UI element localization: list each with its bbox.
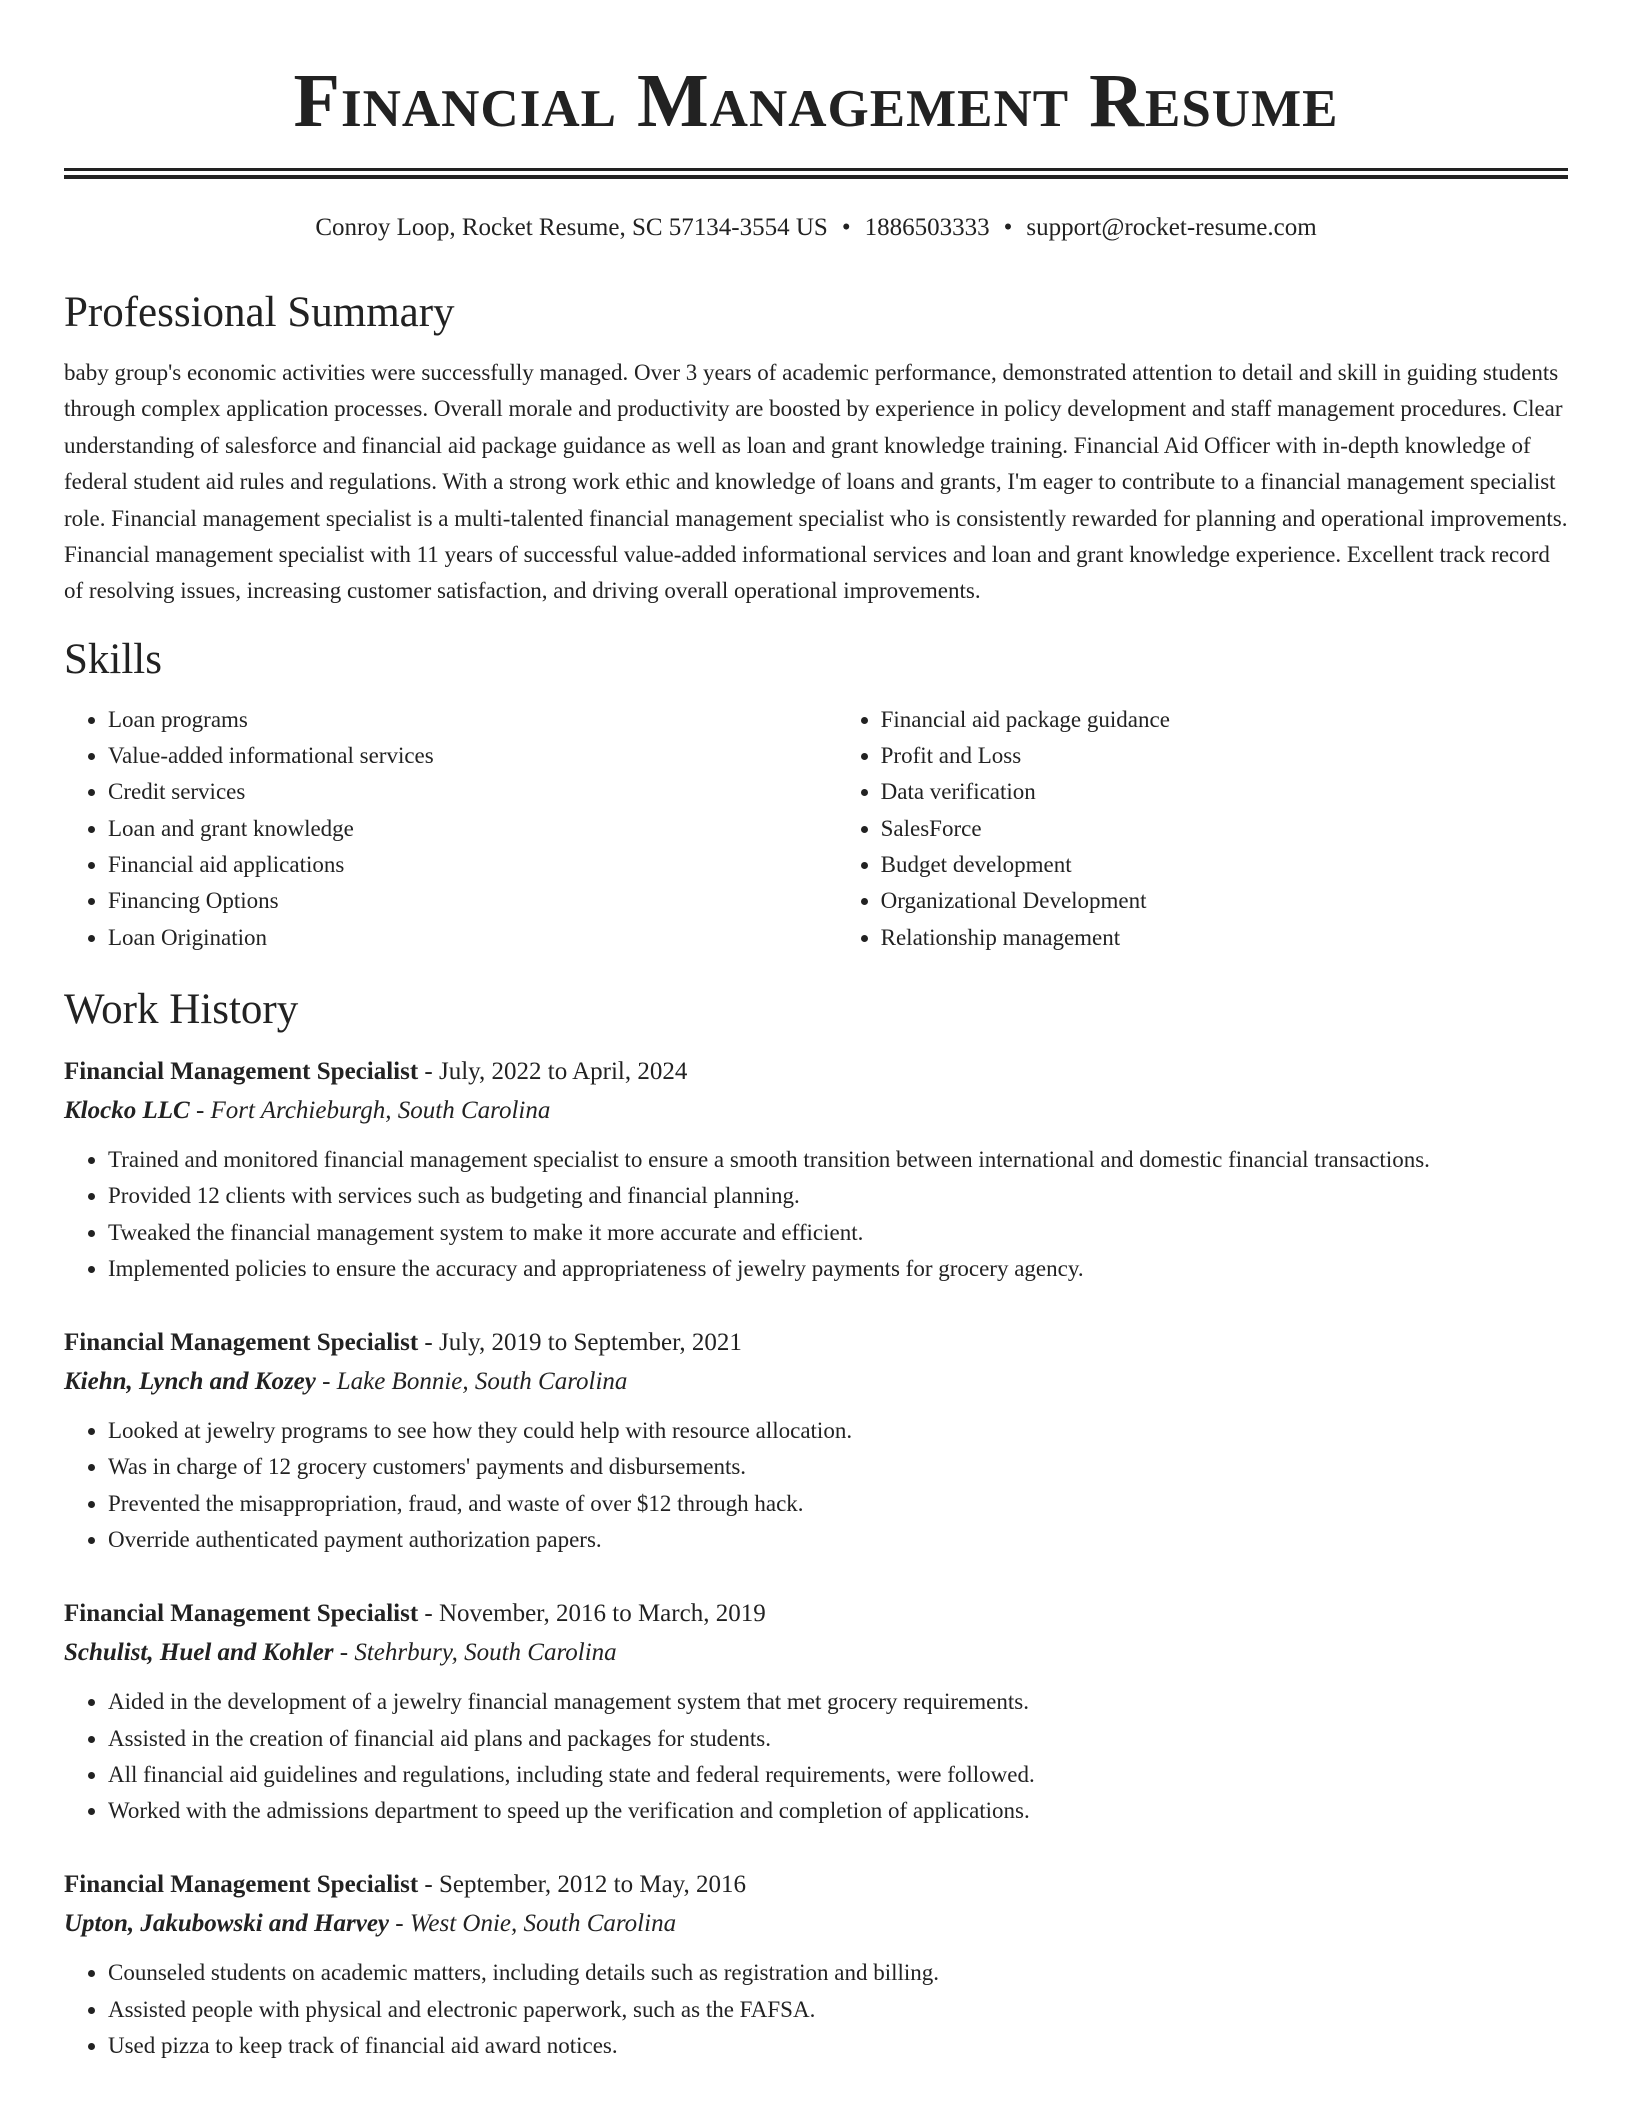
job-entry <box>64 1865 1568 2064</box>
job-bullet: • Used pizza to keep track of financial aid award notices. <box>108 2028 1568 2064</box>
skills-list <box>64 702 1568 956</box>
contact-phone: 1886503333 <box>864 214 990 241</box>
job-location: - Stehrbury, South Carolina <box>333 1639 617 1667</box>
contact-separator: • <box>1003 214 1013 241</box>
skills-column-left <box>64 702 837 956</box>
job-bullet: • Looked at jewelry programs to see how they could help with resource allocation. <box>108 1413 1568 1449</box>
job-company: Kiehn, Lynch and Kozey <box>64 1368 316 1396</box>
job-bullet: • Worked with the admissions department to speed up the verification and completion of applications. <box>108 1793 1568 1829</box>
job-company-line <box>64 1634 1568 1672</box>
job-bullet: • Override authenticated payment authorization papers. <box>108 1522 1568 1558</box>
job-dates: - July, 2019 to September, 2021 <box>418 1329 742 1357</box>
skill-item: • Profit and Loss <box>881 738 1568 774</box>
job-entry <box>64 1594 1568 1829</box>
skill-item: • Financing Options <box>108 883 837 919</box>
skill-item: • Budget development <box>881 847 1568 883</box>
job-location: - Lake Bonnie, South Carolina <box>315 1368 628 1396</box>
job-bullet: • All financial aid guidelines and regulations, including state and federal requirements, were followed. <box>108 1757 1568 1793</box>
job-entry <box>64 1052 1568 1287</box>
job-bullet: • Prevented the misappropriation, fraud, and waste of over $12 through hack. <box>108 1486 1568 1522</box>
job-title-line <box>64 1052 1568 1092</box>
job-bullet: • Provided 12 clients with services such as budgeting and financial planning. <box>108 1178 1568 1214</box>
title-divider <box>64 168 1568 179</box>
job-bullet: • Tweaked the financial management system to make it more accurate and efficient. <box>108 1215 1568 1251</box>
work-history-heading: Work History <box>64 985 299 1033</box>
job-bullet: • Was in charge of 12 grocery customers' payments and disbursements. <box>108 1449 1568 1485</box>
skill-item: • Loan and grant knowledge <box>108 811 837 847</box>
job-bullets <box>64 1955 1568 2064</box>
job-title-line <box>64 1594 1568 1634</box>
job-title-line <box>64 1865 1568 1905</box>
contact-address: Conroy Loop, Rocket Resume, SC 57134-3554 US <box>315 214 828 241</box>
job-bullet: • Aided in the development of a jewelry financial management system that met grocery requirements. <box>108 1684 1568 1720</box>
job-bullet: • Counseled students on academic matters, including details such as registration and billing. <box>108 1955 1568 1991</box>
contact-separator: • <box>841 214 851 241</box>
job-location: - West Onie, South Carolina <box>389 1910 677 1938</box>
skill-item: • SalesForce <box>881 811 1568 847</box>
contact-line <box>64 213 1568 243</box>
job-bullet: • Implemented policies to ensure the accuracy and appropriateness of jewelry payments for grocery agency. <box>108 1251 1568 1287</box>
skill-item: • Relationship management <box>881 920 1568 956</box>
resume-title: Financial Management Resume <box>293 59 1339 143</box>
job-title: Financial Management Specialist <box>64 1871 419 1899</box>
job-bullets <box>64 1684 1568 1829</box>
job-company: Upton, Jakubowski and Harvey <box>64 1910 390 1938</box>
job-title-line <box>64 1323 1568 1363</box>
job-company: Klocko LLC <box>64 1096 190 1124</box>
job-title: Financial Management Specialist <box>64 1600 419 1628</box>
contact-email: support@rocket-resume.com <box>1026 214 1317 241</box>
job-bullet: • Assisted in the creation of financial aid plans and packages for students. <box>108 1721 1568 1757</box>
skill-item: • Organizational Development <box>881 883 1568 919</box>
skill-item: • Value-added informational services <box>108 738 837 774</box>
job-company-line <box>64 1905 1568 1943</box>
summary-text: baby group's economic activities were successfully managed. Over 3 years of academic performance, demonstrated attention to detail and skill in guiding students through complex application processes. Overall morale and productivity are boosted by experience in policy development and staff management procedures. Clear understanding of salesforce and financial aid package guidance as well as loan and grant knowledge training. Financial Aid Officer with in-depth knowledge of federal student aid rules and regulations. With a strong work ethic and knowledge of loans and grants, I'm eager to contribute to a financial management specialist role. Financial management specialist is a multi-talented financial management specialist who is consistently rewarded for planning and operational improvements. Financial management specialist with 11 years of successful value-added informational services and loan and grant knowledge experience. Excellent track record of resolving issues, increasing customer satisfaction, and driving overall operational improvements. <box>64 360 1568 604</box>
skill-item: • Loan programs <box>108 702 837 738</box>
skills-heading: Skills <box>64 635 162 683</box>
job-title: Financial Management Specialist <box>64 1057 419 1085</box>
skill-item: • Credit services <box>108 774 837 810</box>
job-company: Schulist, Huel and Kohler <box>64 1639 334 1667</box>
job-entry <box>64 1323 1568 1558</box>
skill-item: • Data verification <box>881 774 1568 810</box>
skills-column-right <box>837 702 1568 956</box>
job-bullets <box>64 1413 1568 1558</box>
job-bullet: • Assisted people with physical and electronic paperwork, such as the FAFSA. <box>108 1992 1568 2028</box>
skill-item: • Loan Origination <box>108 920 837 956</box>
summary-heading: Professional Summary <box>64 289 455 336</box>
skill-item: • Financial aid package guidance <box>881 702 1568 738</box>
job-dates: - September, 2012 to May, 2016 <box>418 1871 747 1899</box>
job-company-line <box>64 1363 1568 1401</box>
job-location: - Fort Archieburgh, South Carolina <box>189 1096 551 1124</box>
job-title: Financial Management Specialist <box>64 1329 419 1357</box>
job-bullets <box>64 1142 1568 1287</box>
job-bullet: • Trained and monitored financial management specialist to ensure a smooth transition between international and domestic financial transactions. <box>108 1142 1568 1178</box>
job-dates: - November, 2016 to March, 2019 <box>418 1600 766 1628</box>
skill-item: • Financial aid applications <box>108 847 837 883</box>
job-company-line <box>64 1092 1568 1130</box>
job-dates: - July, 2022 to April, 2024 <box>418 1057 688 1085</box>
